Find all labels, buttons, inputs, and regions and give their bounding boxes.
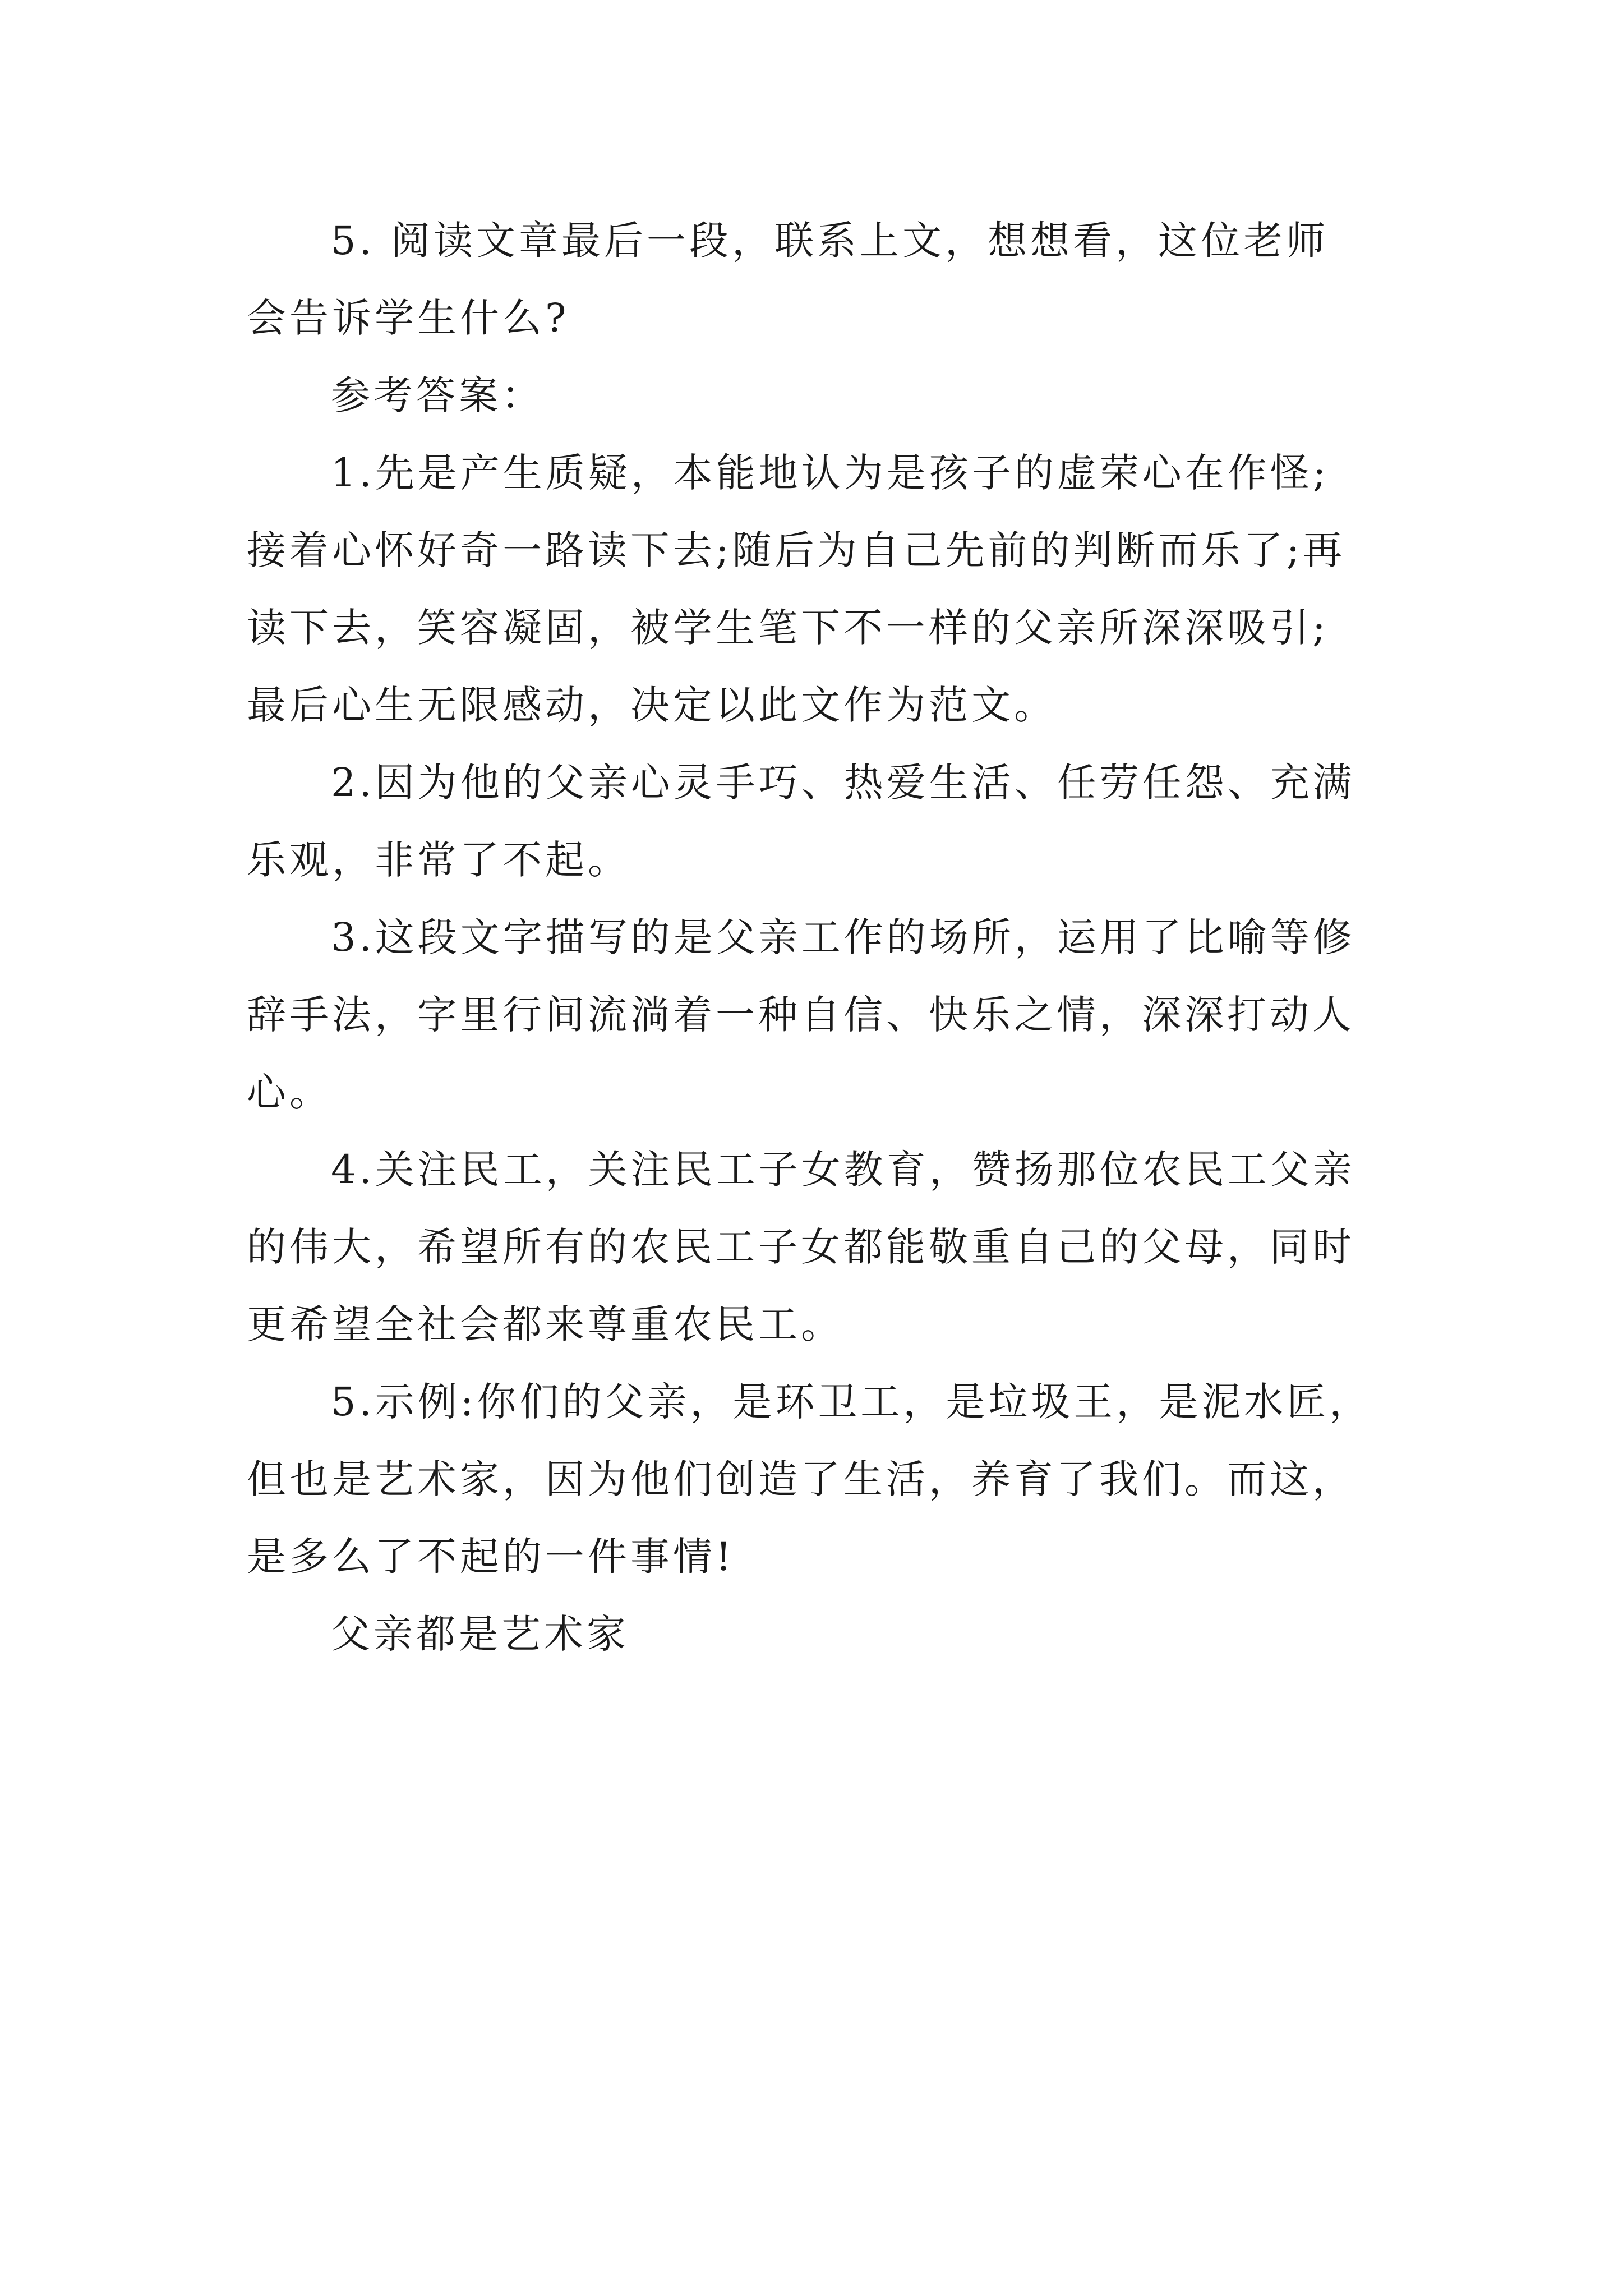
text-line: 辞手法，字里行间流淌着一种自信、快乐之情，深深打动人: [247, 992, 1355, 1038]
text-line: 会告诉学生什么?: [247, 295, 570, 341]
answer-1-paragraph: [247, 434, 1385, 744]
question-5-paragraph: [247, 202, 1385, 357]
text-line: 接着心怀好奇一路读下去;随后为自己先前的判断而乐了;再: [247, 527, 1346, 573]
text-line: 1.先是产生质疑，本能地认为是孩子的虚荣心在作怪;: [331, 450, 1330, 496]
text-line: 5. 阅读文章最后一段，联系上文，想想看，这位老师: [331, 218, 1329, 264]
closing-title: [247, 1595, 1385, 1673]
text-line: 是多么了不起的一件事情!: [247, 1534, 735, 1580]
answer-4-paragraph: [247, 1131, 1385, 1363]
text-line: 父亲都是艺术家: [331, 1611, 629, 1657]
text-line: 4.关注民工，关注民工子女教育，赞扬那位农民工父亲: [331, 1147, 1355, 1193]
answers-heading: [247, 357, 1385, 434]
text-line: 但也是艺术家，因为他们创造了生活，养育了我们。而这，: [247, 1456, 1355, 1502]
answer-5-paragraph: [247, 1363, 1385, 1595]
answer-3-paragraph: [247, 899, 1385, 1131]
text-line: 心。: [247, 1069, 332, 1115]
text-line: 参考答案：: [331, 372, 544, 418]
document-page: [247, 202, 1385, 1673]
text-line: 更希望全社会都来尊重农民工。: [247, 1301, 843, 1347]
text-line: 5.示例:你们的父亲，是环卫工，是垃圾王，是泥水匠，: [331, 1379, 1372, 1425]
text-line: 的伟大，希望所有的农民工子女都能敬重自己的父母，同时: [247, 1224, 1355, 1270]
text-line: 乐观，非常了不起。: [247, 837, 630, 883]
text-line: 2.因为他的父亲心灵手巧、热爱生活、任劳任怨、充满: [331, 760, 1355, 806]
answer-2-paragraph: [247, 744, 1385, 899]
text-line: 最后心生无限感动，决定以此文作为范文。: [247, 682, 1057, 728]
text-line: 读下去，笑容凝固，被学生笔下不一样的父亲所深深吸引;: [247, 605, 1329, 651]
text-line: 3.这段文字描写的是父亲工作的场所，运用了比喻等修: [331, 914, 1355, 960]
